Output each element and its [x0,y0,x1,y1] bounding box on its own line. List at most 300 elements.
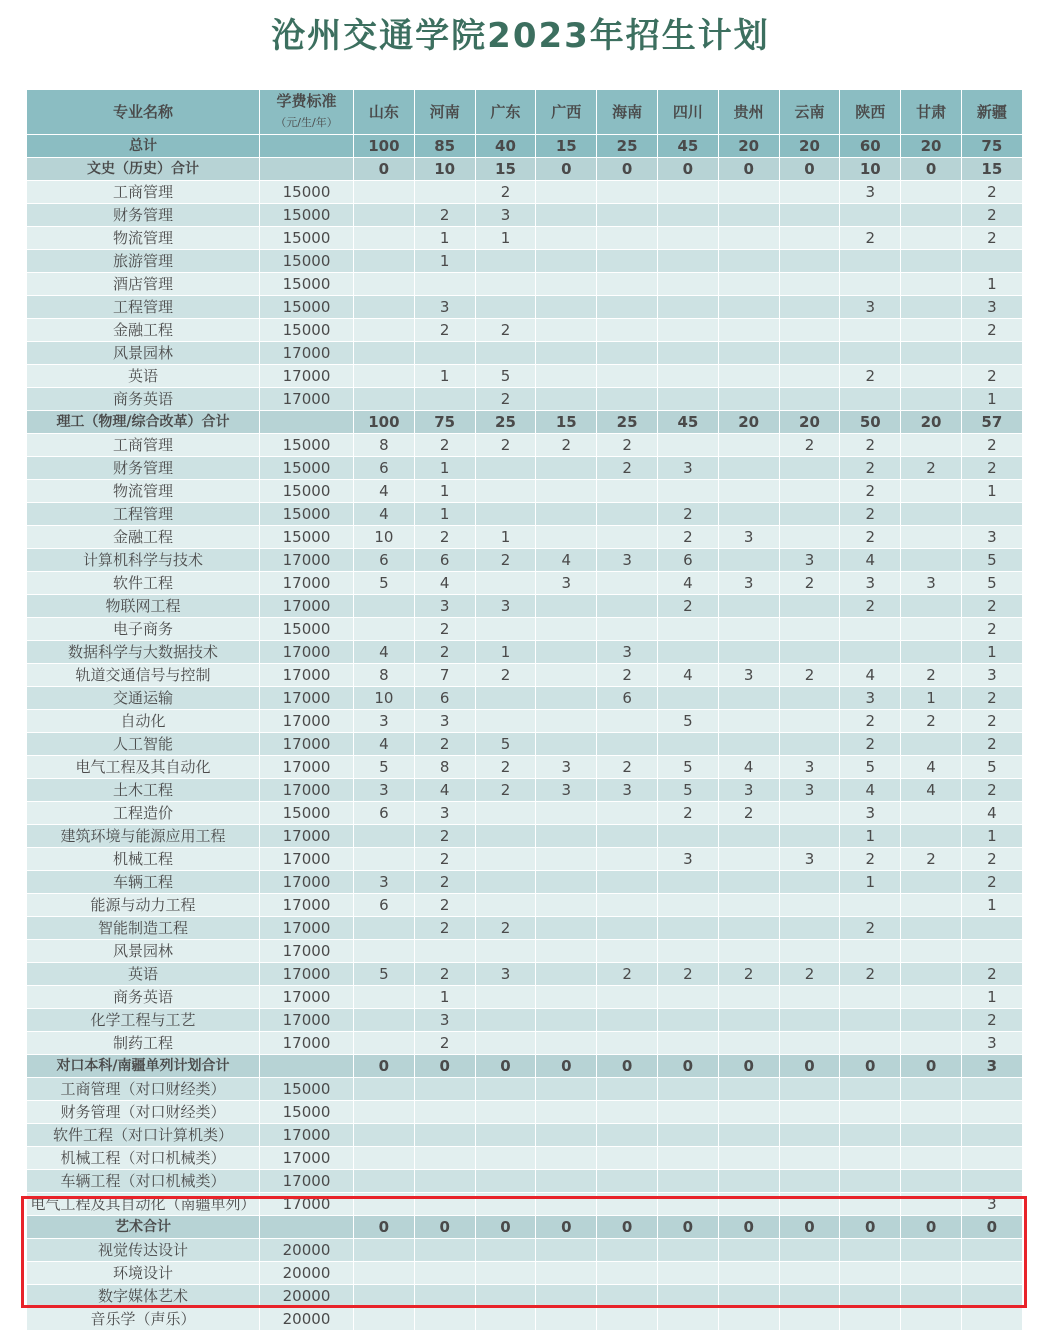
quota-cell [718,388,779,411]
quota-cell [779,227,840,250]
quota-cell [354,1308,415,1331]
tuition-fee-cell: 17000 [260,1009,354,1032]
quota-cell [779,1101,840,1124]
enrollment-plan-table [26,89,1023,1331]
quota-cell [657,1078,718,1101]
tuition-fee-cell: 17000 [260,963,354,986]
quota-cell: 2 [840,733,901,756]
quota-cell [597,1193,658,1216]
quota-cell: 2 [657,963,718,986]
table-row [27,549,1023,572]
quota-cell [354,1078,415,1101]
quota-cell: 2 [718,802,779,825]
table-row [27,227,1023,250]
quota-cell [536,1124,597,1147]
quota-cell [840,1262,901,1285]
quota-cell [657,1170,718,1193]
quota-cell [657,273,718,296]
quota-cell [657,227,718,250]
quota-cell: 2 [840,227,901,250]
quota-cell [597,825,658,848]
major-name-cell: 商务英语 [27,388,260,411]
table-row [27,342,1023,365]
quota-cell [718,1147,779,1170]
quota-cell: 2 [961,848,1022,871]
tuition-fee-cell: 17000 [260,986,354,1009]
major-name-cell: 工程造价 [27,802,260,825]
quota-cell [354,1147,415,1170]
quota-cell [475,871,536,894]
quota-cell [414,1308,475,1331]
quota-cell: 2 [414,871,475,894]
quota-cell [718,1032,779,1055]
quota-cell: 3 [414,1009,475,1032]
major-name-cell: 酒店管理 [27,273,260,296]
major-name-cell: 机械工程（对口机械类） [27,1147,260,1170]
major-name-cell: 电子商务 [27,618,260,641]
major-name-cell: 电气工程及其自动化（南疆单列） [27,1193,260,1216]
quota-cell: 2 [961,181,1022,204]
quota-cell [536,296,597,319]
quota-cell [901,1308,962,1331]
quota-cell [657,1262,718,1285]
quota-cell: 0 [779,1216,840,1239]
quota-cell [354,848,415,871]
quota-cell [961,250,1022,273]
quota-cell: 2 [840,526,901,549]
quota-cell [597,296,658,319]
quota-cell [718,848,779,871]
quota-cell: 2 [779,963,840,986]
quota-cell [901,1078,962,1101]
major-name-cell: 工程管理 [27,503,260,526]
quota-cell: 2 [475,917,536,940]
quota-cell: 0 [718,1216,779,1239]
quota-cell [475,1239,536,1262]
quota-cell: 7 [414,664,475,687]
quota-cell: 20 [779,411,840,434]
tuition-fee-cell: 17000 [260,1193,354,1216]
quota-cell: 57 [961,411,1022,434]
quota-cell: 2 [901,848,962,871]
tuition-fee-cell: 17000 [260,1124,354,1147]
quota-cell [779,618,840,641]
quota-cell [718,1193,779,1216]
quota-cell [779,1009,840,1032]
table-row [27,319,1023,342]
quota-cell: 1 [961,388,1022,411]
quota-cell: 15 [536,411,597,434]
quota-cell [901,319,962,342]
major-name-cell: 物联网工程 [27,595,260,618]
quota-cell [536,687,597,710]
quota-cell [597,342,658,365]
tuition-fee-cell: 15000 [260,319,354,342]
header-province: 河南 [414,90,475,135]
quota-cell [901,963,962,986]
quota-cell [475,940,536,963]
quota-cell [475,894,536,917]
major-name-cell: 车辆工程（对口机械类） [27,1170,260,1193]
quota-cell [597,480,658,503]
quota-cell: 85 [414,135,475,158]
page-title: 沧州交通学院2023年招生计划 [271,16,770,56]
quota-cell [901,986,962,1009]
quota-cell: 6 [354,457,415,480]
major-name-cell: 工商管理 [27,434,260,457]
quota-cell: 2 [840,503,901,526]
quota-cell [414,1239,475,1262]
quota-cell: 2 [961,687,1022,710]
quota-cell [536,1308,597,1331]
quota-cell [354,917,415,940]
major-name-cell: 财务管理（对口财经类） [27,1101,260,1124]
quota-cell: 4 [840,664,901,687]
quota-cell: 1 [414,986,475,1009]
quota-cell [657,986,718,1009]
tuition-fee-cell: 15000 [260,250,354,273]
quota-cell [354,227,415,250]
tuition-fee-cell: 17000 [260,342,354,365]
quota-cell [779,388,840,411]
quota-cell: 3 [840,687,901,710]
header-province: 广东 [475,90,536,135]
header-row [27,90,1023,135]
quota-cell: 0 [779,1055,840,1078]
quota-cell [718,365,779,388]
quota-cell [657,871,718,894]
quota-cell [779,1147,840,1170]
quota-cell [597,1078,658,1101]
quota-cell: 2 [657,802,718,825]
quota-cell: 5 [657,779,718,802]
quota-cell [840,618,901,641]
quota-cell [901,296,962,319]
tuition-fee-cell: 17000 [260,388,354,411]
quota-cell [536,917,597,940]
quota-cell [597,273,658,296]
quota-cell [779,733,840,756]
table-row [27,825,1023,848]
quota-cell [354,181,415,204]
quota-cell [779,342,840,365]
quota-cell [414,1170,475,1193]
tuition-fee-cell: 17000 [260,1032,354,1055]
quota-cell: 2 [840,963,901,986]
section-subtotal-row [27,158,1023,181]
tuition-fee-cell: 17000 [260,940,354,963]
quota-cell [657,319,718,342]
quota-cell [657,917,718,940]
quota-cell [779,319,840,342]
quota-cell [901,1124,962,1147]
table-row [27,986,1023,1009]
quota-cell [657,1032,718,1055]
table-row [27,572,1023,595]
tuition-fee-cell: 17000 [260,871,354,894]
quota-cell [354,1124,415,1147]
quota-cell [354,273,415,296]
quota-cell: 2 [414,1032,475,1055]
quota-cell [961,503,1022,526]
quota-cell [354,388,415,411]
quota-cell: 3 [840,296,901,319]
quota-cell [414,342,475,365]
table-row [27,871,1023,894]
quota-cell [718,204,779,227]
quota-cell [475,1032,536,1055]
quota-cell: 4 [354,641,415,664]
quota-cell [414,1124,475,1147]
quota-cell [779,273,840,296]
quota-cell: 45 [657,411,718,434]
tuition-fee-cell: 15000 [260,480,354,503]
major-name-cell: 人工智能 [27,733,260,756]
quota-cell: 1 [901,687,962,710]
quota-cell [840,1032,901,1055]
tuition-fee-cell: 17000 [260,365,354,388]
major-name-cell: 旅游管理 [27,250,260,273]
quota-cell [718,618,779,641]
major-name-cell: 数据科学与大数据技术 [27,641,260,664]
quota-cell [475,480,536,503]
quota-cell: 8 [414,756,475,779]
table-row [27,273,1023,296]
quota-cell: 2 [414,963,475,986]
quota-cell: 1 [475,526,536,549]
quota-cell: 1 [961,641,1022,664]
quota-cell: 2 [718,963,779,986]
quota-cell: 0 [901,1055,962,1078]
quota-cell: 2 [961,434,1022,457]
quota-cell [961,1262,1022,1285]
quota-cell [657,342,718,365]
quota-cell: 2 [414,825,475,848]
table-row [27,1009,1023,1032]
quota-cell: 4 [840,549,901,572]
quota-cell: 100 [354,135,415,158]
major-name-cell: 文史（历史）合计 [27,158,260,181]
quota-cell [354,940,415,963]
tuition-fee-cell: 17000 [260,710,354,733]
quota-cell: 3 [475,595,536,618]
quota-cell: 2 [414,526,475,549]
quota-cell: 4 [354,503,415,526]
quota-cell [961,917,1022,940]
table-row [27,503,1023,526]
major-name-cell: 交通运输 [27,687,260,710]
table-row [27,1101,1023,1124]
quota-cell: 3 [597,641,658,664]
quota-cell [901,1009,962,1032]
major-name-cell: 金融工程 [27,319,260,342]
quota-cell: 3 [414,296,475,319]
table-row [27,1308,1023,1331]
tuition-fee-cell: 15000 [260,1101,354,1124]
quota-cell: 100 [354,411,415,434]
tuition-fee-cell [260,1216,354,1239]
quota-cell [901,549,962,572]
quota-cell [657,1124,718,1147]
quota-cell [718,986,779,1009]
quota-cell: 3 [354,871,415,894]
quota-cell: 0 [901,1216,962,1239]
quota-cell [414,273,475,296]
quota-cell: 1 [414,227,475,250]
quota-cell [779,871,840,894]
table-row [27,687,1023,710]
tuition-fee-cell: 20000 [260,1262,354,1285]
quota-cell [657,388,718,411]
quota-cell [657,894,718,917]
quota-cell [475,710,536,733]
tuition-fee-cell: 20000 [260,1239,354,1262]
quota-cell: 25 [597,411,658,434]
quota-cell [475,503,536,526]
major-name-cell: 财务管理 [27,457,260,480]
table-row [27,250,1023,273]
quota-cell [779,296,840,319]
quota-cell: 6 [414,549,475,572]
tuition-fee-cell: 17000 [260,733,354,756]
quota-cell [536,204,597,227]
quota-cell [597,1147,658,1170]
table-row [27,894,1023,917]
quota-cell [597,1032,658,1055]
quota-cell: 2 [475,388,536,411]
quota-cell: 0 [475,1216,536,1239]
quota-cell: 2 [475,319,536,342]
quota-cell [536,963,597,986]
quota-cell [536,1078,597,1101]
quota-cell: 5 [657,710,718,733]
quota-cell: 0 [597,1216,658,1239]
quota-cell [354,986,415,1009]
quota-cell [657,1009,718,1032]
quota-cell [536,894,597,917]
quota-cell [354,1170,415,1193]
quota-cell [840,1124,901,1147]
quota-cell [779,1239,840,1262]
quota-cell [840,986,901,1009]
quota-cell: 3 [961,1193,1022,1216]
quota-cell [901,802,962,825]
quota-cell [718,273,779,296]
quota-cell [657,1308,718,1331]
quota-cell [718,733,779,756]
quota-cell [718,319,779,342]
quota-cell: 4 [354,480,415,503]
quota-cell: 6 [657,549,718,572]
quota-cell [475,848,536,871]
quota-cell [597,250,658,273]
quota-cell: 2 [414,641,475,664]
table-body [27,135,1023,1331]
quota-cell [536,1239,597,1262]
quota-cell [597,710,658,733]
quota-cell [961,1239,1022,1262]
quota-cell [961,940,1022,963]
quota-cell [597,1262,658,1285]
quota-cell [779,894,840,917]
quota-cell: 2 [475,779,536,802]
tuition-fee-cell: 17000 [260,917,354,940]
tuition-fee-cell: 17000 [260,664,354,687]
quota-cell [597,319,658,342]
quota-cell [354,342,415,365]
table-row [27,434,1023,457]
quota-cell [718,940,779,963]
quota-cell: 5 [961,756,1022,779]
quota-cell [718,595,779,618]
quota-cell [597,1009,658,1032]
quota-cell: 2 [597,457,658,480]
quota-cell: 3 [961,1032,1022,1055]
table-row [27,733,1023,756]
quota-cell [414,1147,475,1170]
table-row [27,1124,1023,1147]
quota-cell [657,204,718,227]
major-name-cell: 总计 [27,135,260,158]
quota-cell [475,1078,536,1101]
quota-cell: 1 [961,480,1022,503]
quota-cell [354,365,415,388]
quota-cell: 1 [840,871,901,894]
quota-cell [597,917,658,940]
quota-cell [597,848,658,871]
quota-cell [657,365,718,388]
quota-cell: 5 [475,365,536,388]
table-row [27,963,1023,986]
table-row [27,710,1023,733]
quota-cell [657,825,718,848]
quota-cell: 2 [961,871,1022,894]
quota-cell [840,894,901,917]
quota-cell [840,1009,901,1032]
quota-cell: 1 [475,227,536,250]
quota-cell: 1 [414,365,475,388]
quota-cell [536,503,597,526]
quota-cell [901,365,962,388]
quota-cell [536,1032,597,1055]
table-row [27,388,1023,411]
quota-cell [779,940,840,963]
quota-cell [779,457,840,480]
quota-cell: 1 [961,273,1022,296]
quota-cell [718,687,779,710]
tuition-fee-cell: 17000 [260,825,354,848]
quota-cell: 3 [536,779,597,802]
quota-cell [718,1078,779,1101]
quota-cell [901,204,962,227]
quota-cell [840,1147,901,1170]
quota-cell [475,1009,536,1032]
quota-cell: 4 [657,572,718,595]
tuition-fee-cell: 15000 [260,296,354,319]
quota-cell [536,342,597,365]
quota-cell [901,871,962,894]
tuition-fee-cell: 15000 [260,618,354,641]
quota-cell [657,434,718,457]
quota-cell: 3 [961,296,1022,319]
quota-cell [901,641,962,664]
tuition-fee-cell: 15000 [260,526,354,549]
quota-cell [901,181,962,204]
table-row [27,1078,1023,1101]
quota-cell [961,1285,1022,1308]
quota-cell [475,342,536,365]
major-name-cell: 软件工程（对口计算机类） [27,1124,260,1147]
